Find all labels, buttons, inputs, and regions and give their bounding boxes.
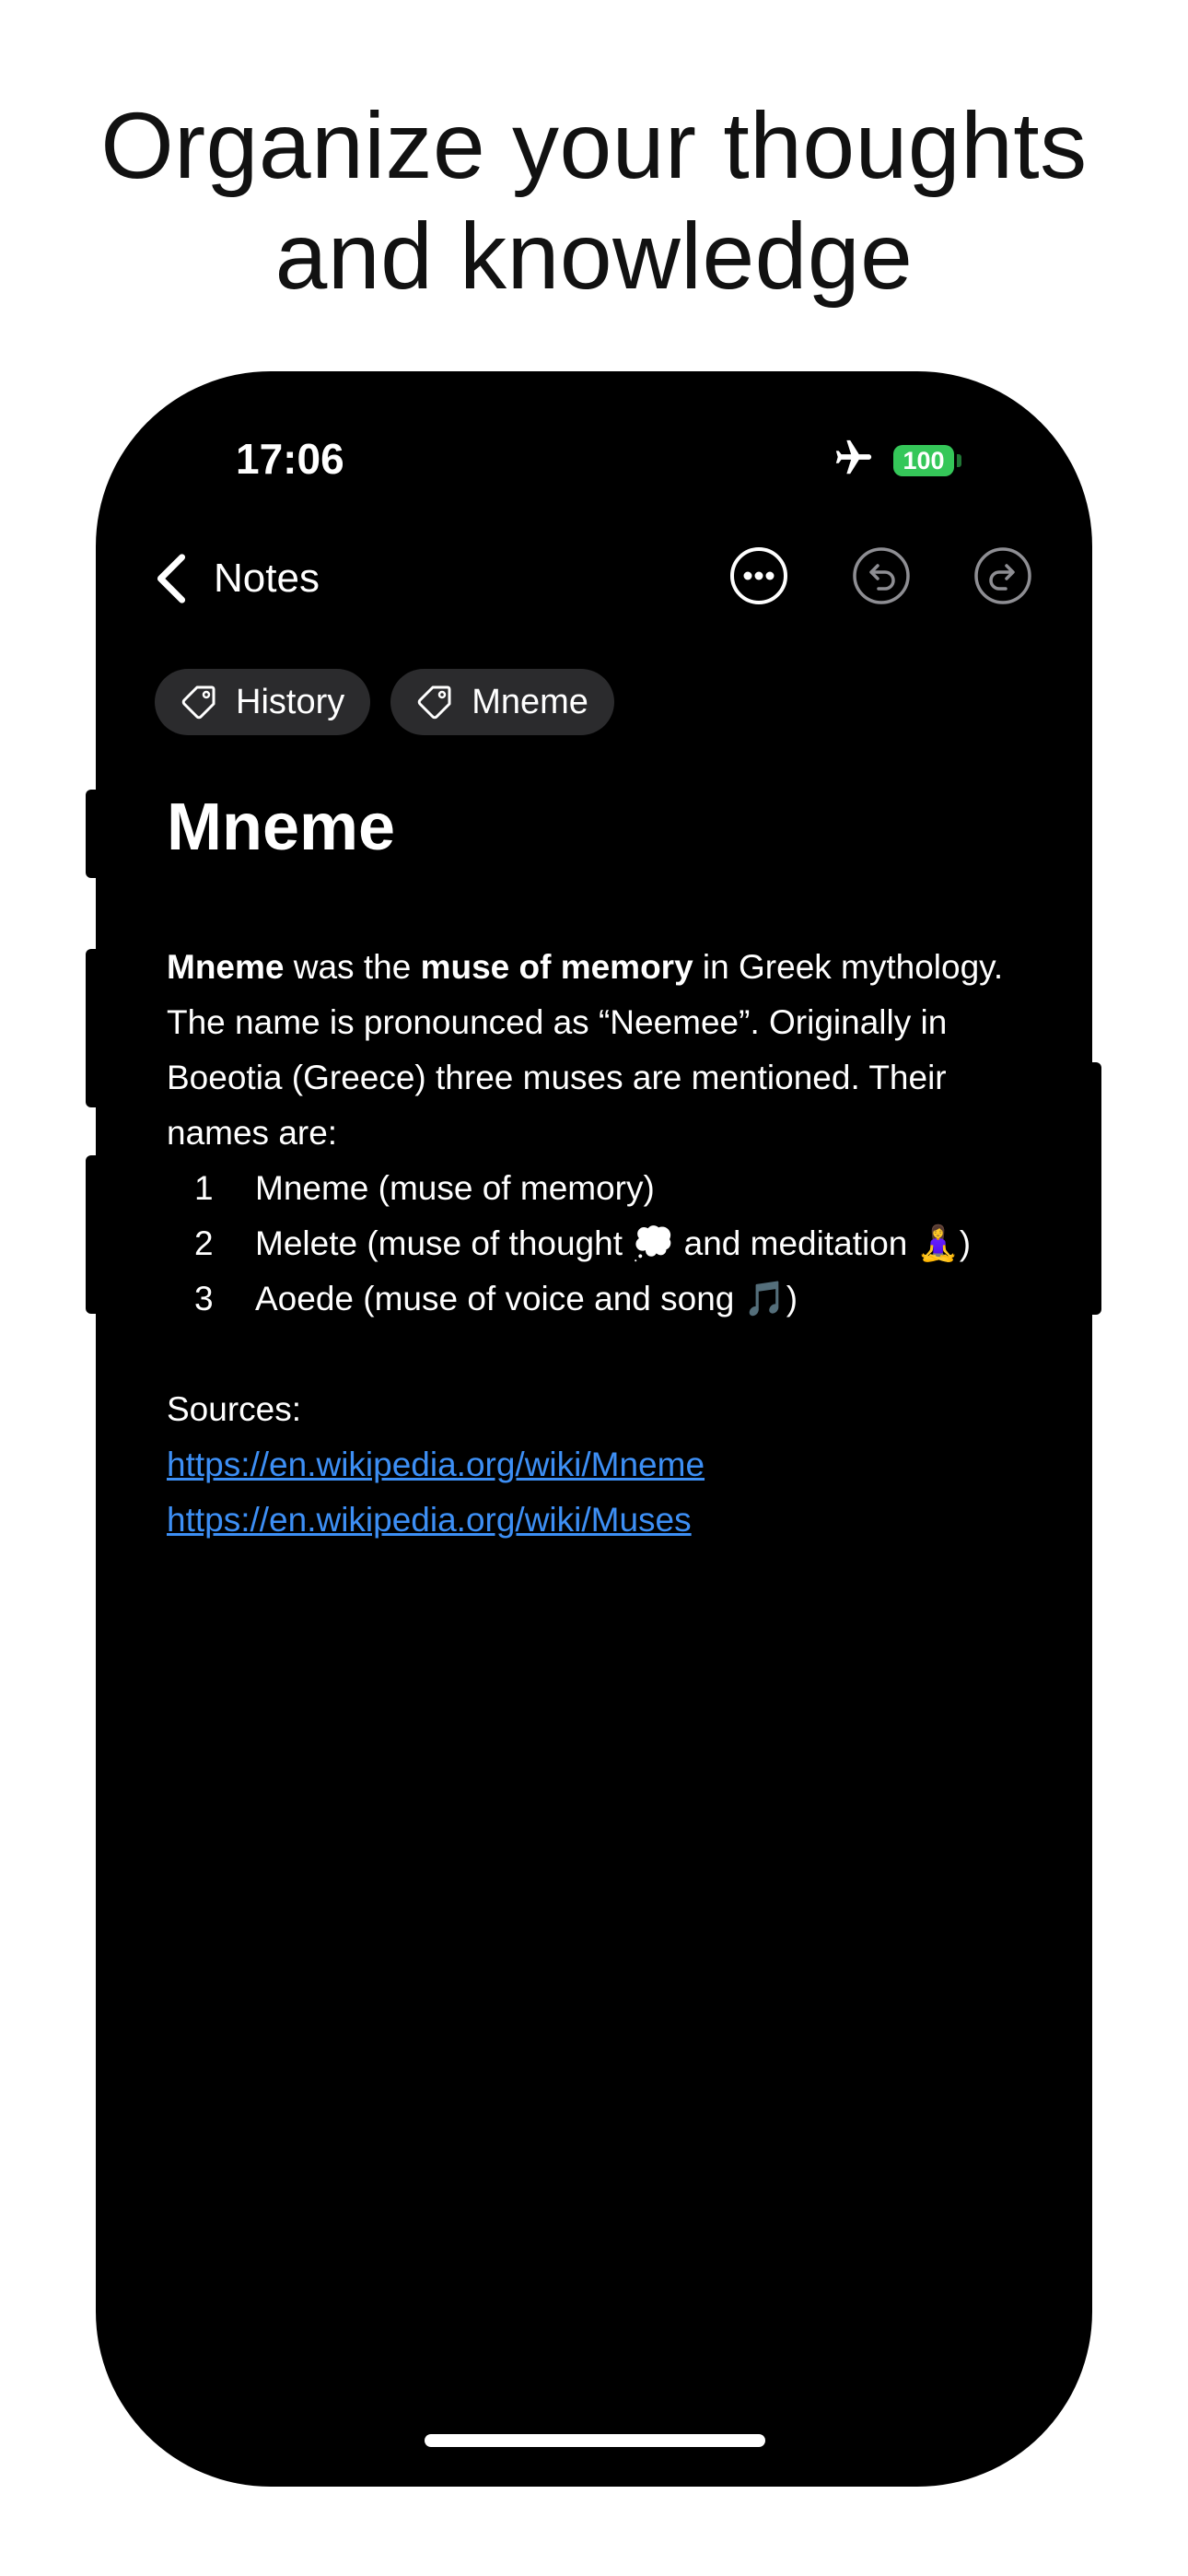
body-text: was the	[284, 948, 421, 986]
list-number: 1	[194, 1169, 214, 1207]
more-icon[interactable]	[728, 545, 789, 606]
tag-icon	[179, 682, 219, 722]
tag-label: History	[236, 682, 345, 721]
bold-text: Mneme	[167, 948, 285, 986]
phone-screen	[96, 371, 1092, 2487]
back-button[interactable]	[153, 546, 320, 611]
list-number: 2	[194, 1224, 214, 1262]
status-time: 17:06	[236, 435, 344, 483]
tag-mneme[interactable]	[390, 669, 614, 735]
back-label: Notes	[214, 556, 320, 601]
tag-label: Mneme	[472, 682, 588, 721]
list-text: Mneme (muse of memory)	[255, 1169, 655, 1207]
sources-section	[167, 1382, 1032, 1548]
tag-history[interactable]	[155, 669, 370, 735]
list-text: Melete (muse of thought 💭 and meditation 🧘‍♀️)	[255, 1224, 972, 1262]
chevron-left-icon	[153, 552, 190, 605]
source-link[interactable]: https://en.wikipedia.org/wiki/Mneme	[167, 1446, 705, 1483]
battery-icon: 100	[893, 445, 954, 476]
redo-icon[interactable]	[973, 545, 1033, 606]
home-indicator[interactable]	[425, 2434, 765, 2447]
airplane-icon	[833, 437, 875, 479]
list-text: Aoede (muse of voice and song 🎵)	[255, 1280, 798, 1317]
tag-icon	[414, 682, 455, 722]
numbered-list	[167, 1161, 1032, 1327]
headline	[0, 90, 1188, 311]
headline-line-1: Organize your thoughts	[100, 93, 1088, 198]
list-number: 3	[194, 1280, 214, 1317]
tag-list	[155, 669, 614, 735]
note-body[interactable]	[167, 940, 1032, 1548]
undo-icon[interactable]	[851, 545, 912, 606]
note-title: Mneme	[167, 790, 396, 864]
list-item	[167, 1216, 1032, 1271]
bold-text: muse of memory	[420, 948, 693, 986]
battery-cap	[957, 454, 961, 467]
source-link[interactable]: https://en.wikipedia.org/wiki/Muses	[167, 1501, 692, 1539]
list-item	[167, 1161, 1032, 1216]
note-intro	[167, 940, 1032, 1161]
body-text: in Greek mythology. The name is pronounced as “Neemee”. Originally in Boeotia (Greece) three muses are mentioned. Their names are:	[167, 948, 1004, 1152]
sources-label: Sources:	[167, 1390, 302, 1428]
headline-line-2: and knowledge	[274, 204, 914, 309]
list-item	[167, 1271, 1032, 1327]
